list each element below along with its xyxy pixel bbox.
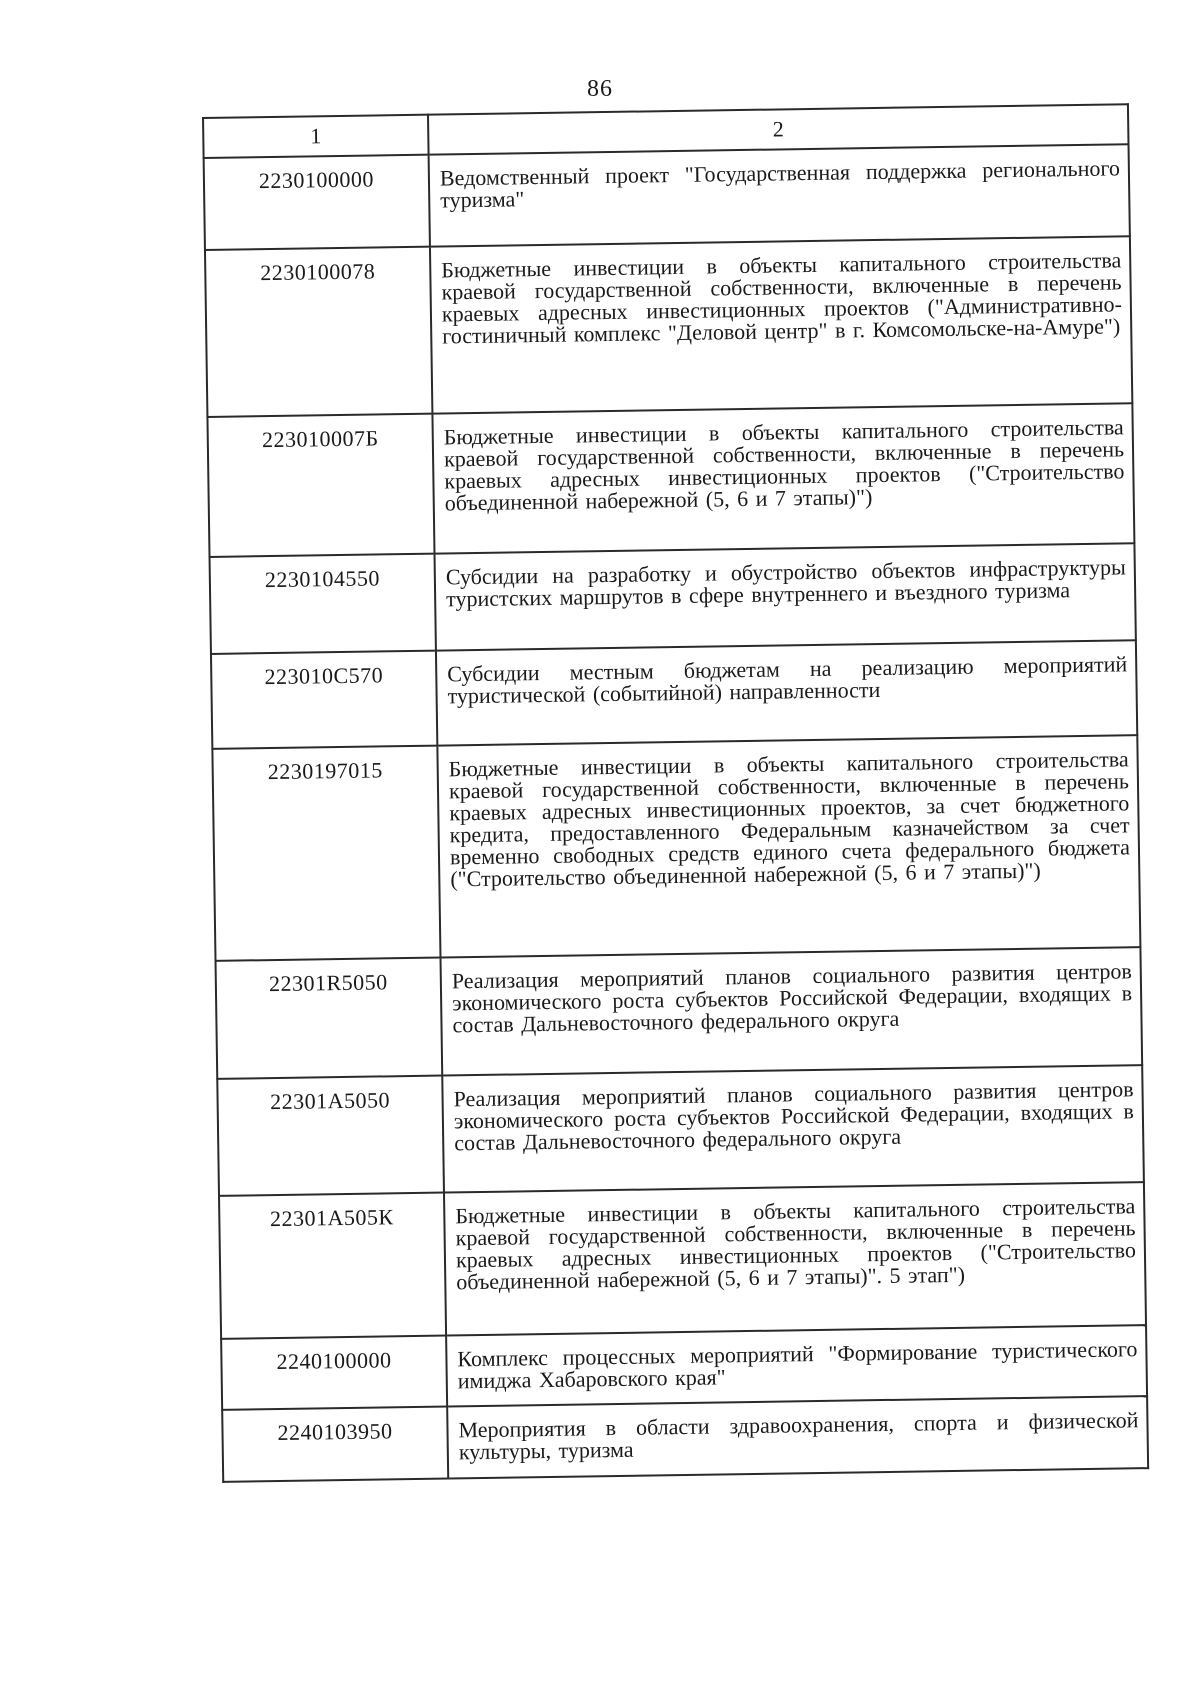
row-code: 22301А5050 bbox=[217, 1076, 444, 1196]
row-description: Бюджетные инвестиции в объекты капитального строительства краевой государственной собственности, включенные в перечень краевых адресных инвестиционных проектов, за счет бюджетного кредита, предоставленного Федеральным казначейством за счет временно свободных средств единого счета федерального бюджета ("Строительство объединенной набережной (5, 6 и 7 этапы)") bbox=[437, 735, 1140, 957]
row-code: 223010С570 bbox=[211, 651, 437, 749]
budget-table-wrapper bbox=[202, 103, 1147, 1483]
table-row bbox=[210, 543, 1136, 654]
table-row bbox=[204, 144, 1130, 250]
row-code: 2230100078 bbox=[205, 247, 432, 417]
row-description: Бюджетные инвестиции в объекты капитального строительства краевой государственной собственности, включенные в перечень краевых адресных инвестиционных проектов ("Административно-гостиничный комплекс "Деловой центр" в г. Комсомольске-на-Амуре") bbox=[430, 236, 1132, 413]
row-description: Субсидии местным бюджетам на реализацию мероприятий туристической (событийной) направленности bbox=[436, 640, 1137, 745]
row-description: Реализация мероприятий планов социального развития центров экономического роста субъектов Российской Федерации, входящих в состав Дальневосточного федерального округа bbox=[440, 947, 1142, 1075]
row-description: Субсидии на разработку и обустройство объектов инфраструктуры туристских маршрутов в сфере внутреннего и въездного туризма bbox=[435, 543, 1136, 650]
table-row bbox=[205, 236, 1132, 417]
row-code: 2230104550 bbox=[210, 554, 436, 654]
row-code: 2230197015 bbox=[212, 746, 440, 961]
row-description: Реализация мероприятий планов социального развития центров экономического роста субъектов Российской Федерации, входящих в состав Дальневосточного федерального округа bbox=[442, 1065, 1144, 1192]
table-row bbox=[219, 1182, 1146, 1339]
row-description: Бюджетные инвестиции в объекты капитального строительства краевой государственной собственности, включенные в перечень краевых адресных инвестиционных проектов ("Строительство объединенной набережной (5, 6 и 7 этапы)". 5 этап") bbox=[444, 1182, 1146, 1335]
row-description: Мероприятия в области здравоохранения, спорта и физической культуры, туризма bbox=[447, 1396, 1148, 1478]
table-row bbox=[217, 1065, 1144, 1196]
row-description: Бюджетные инвестиции в объекты капитального строительства краевой государственной собственности, включенные в перечень краевых адресных инвестиционных проектов ("Строительство объединенной набережной (5, 6 и 7 этапы)") bbox=[432, 403, 1134, 553]
table-row bbox=[212, 735, 1140, 961]
table-row bbox=[221, 1325, 1147, 1410]
table-row bbox=[211, 640, 1137, 749]
table-row bbox=[222, 1396, 1148, 1482]
table-row bbox=[207, 403, 1134, 557]
row-code: 22301R5050 bbox=[216, 958, 443, 1079]
column-header-description: 2 bbox=[428, 104, 1129, 154]
row-code: 2240100000 bbox=[221, 1336, 447, 1410]
row-code: 223010007Б bbox=[207, 414, 434, 557]
column-header-code: 1 bbox=[203, 115, 429, 158]
row-code: 2240103950 bbox=[222, 1407, 448, 1482]
page-number: 86 bbox=[587, 76, 613, 102]
table-row bbox=[216, 947, 1143, 1079]
row-code: 22301А505К bbox=[219, 1193, 446, 1339]
row-code: 2230100000 bbox=[204, 155, 430, 250]
budget-classification-table bbox=[202, 103, 1149, 1483]
row-description: Ведомственный проект "Государственная поддержка регионального туризма" bbox=[429, 144, 1130, 246]
row-description: Комплекс процессных мероприятий "Формирование туристического имиджа Хабаровского края" bbox=[446, 1325, 1147, 1406]
